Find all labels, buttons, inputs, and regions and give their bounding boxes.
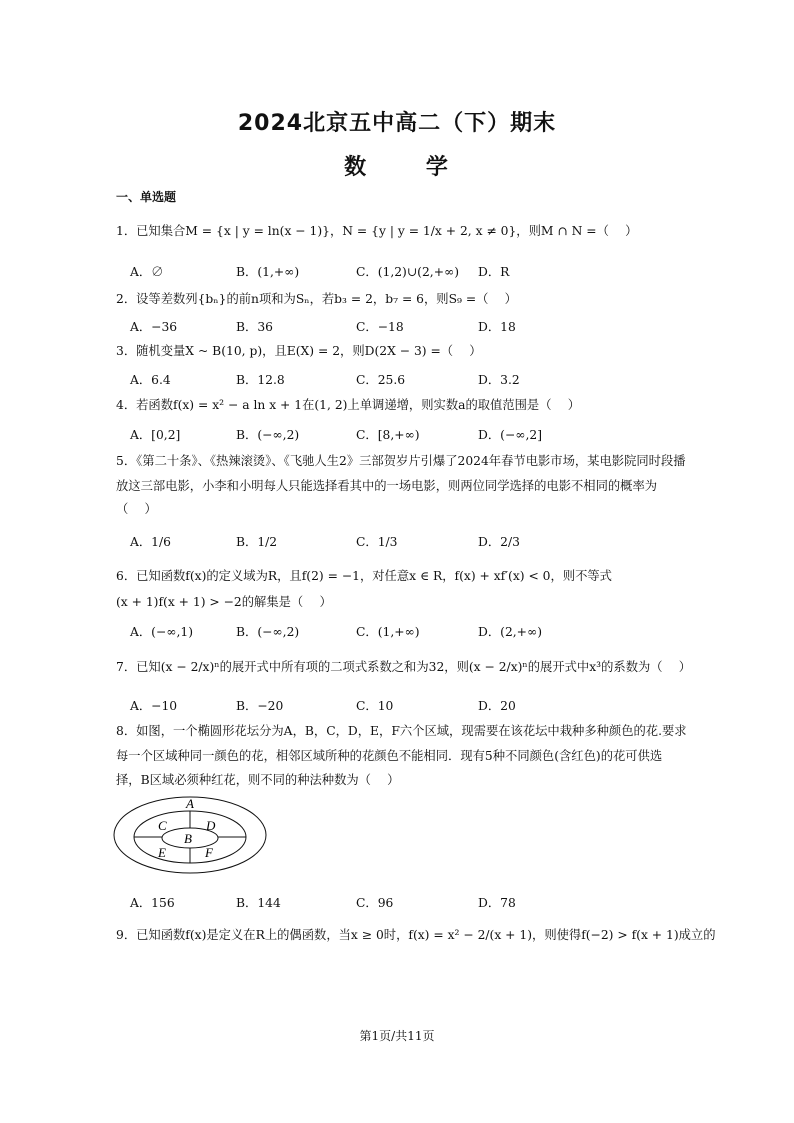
question-6-line-1: 6．已知函数f(x)的定义域为R，且f(2) = −1，对任意x ∈ R，f(x) + xf′(x) < 0，则不等式 xyxy=(116,569,612,583)
q8-option-b: B．144 xyxy=(236,896,281,910)
region-label-a: A xyxy=(186,796,194,811)
question-5-line-2: 放这三部电影，小李和小明每人只能选择看其中的一场电影，则两位同学选择的电影不相同的概率为 xyxy=(116,479,658,493)
q3-option-a: A．6.4 xyxy=(130,373,171,387)
q2-option-d: D．18 xyxy=(478,320,516,334)
region-label-b: B xyxy=(184,831,192,846)
q4-option-d: D．(−∞,2] xyxy=(478,428,543,442)
region-label-c: C xyxy=(158,818,167,833)
region-label-e: E xyxy=(158,845,166,860)
section-heading: 一、单选题 xyxy=(116,190,177,204)
q7-option-a: A．−10 xyxy=(130,699,178,713)
q5-option-d: D．2/3 xyxy=(478,535,520,549)
q1-option-c: C．(1,2)∪(2,+∞) xyxy=(356,265,460,279)
q5-option-a: A．1/6 xyxy=(130,535,171,549)
q4-option-c: C．[8,+∞) xyxy=(356,428,420,442)
q2-option-b: B．36 xyxy=(236,320,273,334)
q5-option-c: C．1/3 xyxy=(356,535,398,549)
question-1-stem: 1．已知集合M = {x | y = ln(x − 1)}，N = {y | y = 1/x + 2, x ≠ 0}，则M ∩ N =（ ） xyxy=(116,224,638,238)
q7-option-b: B．−20 xyxy=(236,699,284,713)
q6-option-b: B．(−∞,2) xyxy=(236,625,300,639)
question-7-stem: 7．已知(x − 2/x)ⁿ的展开式中所有项的二项式系数之和为32，则(x − 2/x)ⁿ的展开式中x³的系数为（ ） xyxy=(116,660,692,674)
q7-option-c: C．10 xyxy=(356,699,394,713)
q8-option-d: D．78 xyxy=(478,896,516,910)
q2-option-c: C．−18 xyxy=(356,320,404,334)
flower-bed-figure xyxy=(110,795,270,875)
question-5-line-3: （ ） xyxy=(116,502,157,516)
q6-option-c: C．(1,+∞) xyxy=(356,625,420,639)
q6-option-a: A．(−∞,1) xyxy=(130,625,194,639)
q3-option-b: B．12.8 xyxy=(236,373,285,387)
region-label-f: F xyxy=(205,845,213,860)
question-9-stem: 9．已知函数f(x)是定义在R上的偶函数，当x ≥ 0时，f(x) = x² − 2/(x + 1)，则使得f(−2) > f(x + 1)成立的 xyxy=(116,928,716,942)
question-3-stem: 3．随机变量X ~ B(10, p)，且E(X) = 2，则D(2X − 3) =（ ） xyxy=(116,344,482,358)
question-8-line-2: 每一个区域种同一颜色的花，相邻区域所种的花颜色不能相同．现有5种不同颜色(含红色)的花可供选 xyxy=(116,749,663,763)
subject-title: 数 学 xyxy=(344,155,474,180)
q7-option-d: D．20 xyxy=(478,699,516,713)
page-title: 2024北京五中高二（下）期末 xyxy=(237,111,557,136)
q3-option-c: C．25.6 xyxy=(356,373,406,387)
q4-option-a: A．[0,2] xyxy=(130,428,181,442)
q8-option-c: C．96 xyxy=(356,896,394,910)
question-5-line-1: 5．《第二十条》、《热辣滚烫》、《飞驰人生2》三部贺岁片引爆了2024年春节电影市场，某电影院同时段播 xyxy=(116,454,686,468)
q5-option-b: B．1/2 xyxy=(236,535,278,549)
q8-option-a: A．156 xyxy=(130,896,175,910)
q6-option-d: D．(2,+∞) xyxy=(478,625,543,639)
question-8-line-3: 择，B区域必须种红花，则不同的种法种数为（ ） xyxy=(116,773,400,787)
q1-option-b: B．(1,+∞) xyxy=(236,265,300,279)
region-label-d: D xyxy=(206,818,216,833)
q4-option-b: B．(−∞,2) xyxy=(236,428,300,442)
q1-option-d: D．R xyxy=(478,265,510,279)
q2-option-a: A．−36 xyxy=(130,320,178,334)
question-2-stem: 2．设等差数列{bₙ}的前n项和为Sₙ，若b₃ = 2，b₇ = 6，则S₉ =（ ） xyxy=(116,292,517,306)
question-4-stem: 4．若函数f(x) = x² − a ln x + 1在(1, 2)上单调递增，则实数a的取值范围是（ ） xyxy=(116,398,581,412)
page-footer: 第1页/共11页 xyxy=(359,1029,435,1043)
q1-option-a: A．∅ xyxy=(130,265,164,279)
q3-option-d: D．3.2 xyxy=(478,373,520,387)
question-8-line-1: 8．如图，一个椭圆形花坛分为A，B，C，D，E，F六个区域，现需要在该花坛中栽种多种颜色的花.要求 xyxy=(116,724,687,738)
question-6-line-2: (x + 1)f(x + 1) > −2的解集是（ ） xyxy=(116,595,332,609)
